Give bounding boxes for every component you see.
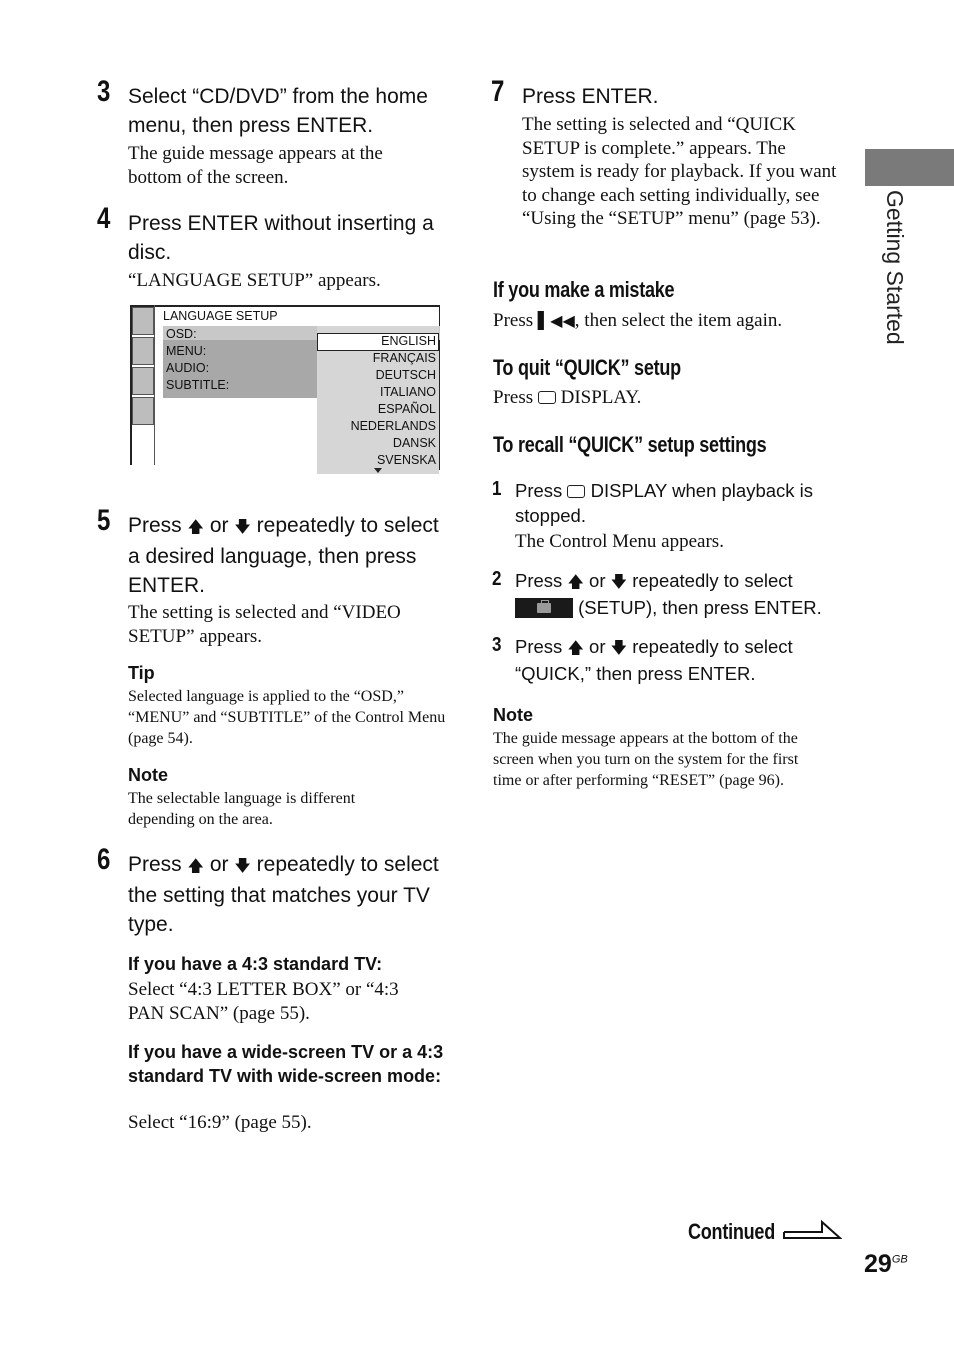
menu-option[interactable]: SVENSKA bbox=[376, 453, 436, 467]
display-button-icon bbox=[567, 485, 585, 498]
up-arrow-icon: 🡅 bbox=[567, 574, 584, 591]
step-7-body: The setting is selected and “QUICK SETUP is complete.” appears. The system is ready for playback. If you want to change each setting individually, see “Using the “SETUP” menu” (page 53). bbox=[522, 114, 837, 229]
menu-option[interactable]: NEDERLANDS bbox=[350, 419, 436, 433]
up-arrow-icon: 🡅 bbox=[187, 519, 204, 536]
recall-step-2-number: 2 bbox=[492, 568, 502, 590]
step-6-number: 6 bbox=[97, 843, 111, 876]
recall-step-1-body: The Control Menu appears. bbox=[515, 531, 724, 552]
continued-arrow-icon bbox=[782, 1219, 842, 1241]
recall-step-2-text: Press 🡅 or 🡇 repeatedly to select (SETUP), then press ENTER. bbox=[515, 570, 822, 618]
menu-option[interactable]: FRANÇAIS bbox=[372, 351, 436, 365]
language-setup-screen bbox=[130, 305, 440, 465]
tip-label: Tip bbox=[128, 663, 155, 683]
note-label: Note bbox=[128, 765, 168, 785]
menu-label-osd: OSD: bbox=[166, 327, 197, 341]
menu-option[interactable]: DANSK bbox=[392, 436, 436, 450]
step-4-body: “LANGUAGE SETUP” appears. bbox=[128, 270, 381, 291]
right-note-label: Note bbox=[493, 705, 533, 725]
scroll-down-icon bbox=[374, 468, 382, 473]
step-5-body: The setting is selected and “VIDEO SETUP” appears. bbox=[128, 602, 401, 647]
recall-heading: To recall “QUICK” setup settings bbox=[493, 432, 767, 457]
menu-option[interactable]: ESPAÑOL bbox=[377, 402, 436, 416]
mistake-heading: If you make a mistake bbox=[493, 277, 675, 302]
right-note-body: The guide message appears at the bottom of the screen when you turn on the system for the first time or after performing “RESET” (page 96). bbox=[493, 730, 799, 789]
quit-body: Press DISPLAY. bbox=[493, 387, 642, 408]
down-arrow-icon: 🡇 bbox=[234, 519, 251, 536]
step-5-number: 5 bbox=[97, 504, 111, 537]
note-body: The selectable language is different depending on the area. bbox=[128, 790, 356, 828]
menu-icon-slot bbox=[132, 367, 154, 395]
down-arrow-icon: 🡇 bbox=[610, 640, 628, 657]
step-4-number: 4 bbox=[97, 202, 111, 235]
tv43-label: If you have a 4:3 standard TV: bbox=[128, 954, 383, 974]
step-5-heading: Press 🡅 or 🡇 repeatedly to select a desired language, then press ENTER. bbox=[128, 514, 439, 597]
continued-label: Continued bbox=[688, 1219, 775, 1244]
up-arrow-icon: 🡅 bbox=[187, 858, 204, 875]
menu-label-audio: AUDIO: bbox=[166, 361, 210, 375]
quit-heading: To quit “QUICK” setup bbox=[493, 355, 681, 380]
menu-option-selected[interactable]: ENGLISH bbox=[381, 334, 436, 348]
menu-label-menu: MENU: bbox=[166, 344, 207, 358]
menu-icon-slot bbox=[132, 307, 154, 335]
tvwide-body: Select “16:9” (page 55). bbox=[128, 1112, 312, 1133]
setup-toolbox-icon bbox=[515, 598, 573, 618]
menu-icon-slot bbox=[132, 397, 154, 425]
recall-step-1-number: 1 bbox=[492, 478, 502, 500]
menu-title: LANGUAGE SETUP bbox=[163, 309, 278, 323]
step-7-number: 7 bbox=[491, 75, 505, 108]
mistake-body: Press ▌◀◀, then select the item again. bbox=[493, 310, 783, 331]
menu-option[interactable]: ITALIANO bbox=[379, 385, 436, 399]
step-4-heading: Press ENTER without inserting a disc. bbox=[128, 212, 434, 264]
step-7-heading: Press ENTER. bbox=[522, 85, 659, 108]
section-label: Getting Started bbox=[882, 190, 908, 345]
menu-label-subtitle: SUBTITLE: bbox=[166, 378, 230, 392]
tip-body: Selected language is applied to the “OSD,” “MENU” and “SUBTITLE” of the Control Menu (page 54). bbox=[128, 688, 446, 747]
recall-step-1-text: Press DISPLAY when playback is stopped. bbox=[515, 480, 814, 526]
down-arrow-icon: 🡇 bbox=[610, 574, 628, 591]
page-number: $29^{GB}$ bbox=[864, 1250, 908, 1278]
tvwide-label: If you have a wide-screen TV or a 4:3 standard TV with wide-screen mode: bbox=[128, 1042, 444, 1086]
step-3-body: The guide message appears at the bottom of the screen. bbox=[128, 143, 383, 188]
down-arrow-icon: 🡇 bbox=[234, 858, 251, 875]
step-3-number: 3 bbox=[97, 75, 111, 108]
display-button-icon bbox=[538, 391, 556, 404]
up-arrow-icon: 🡅 bbox=[567, 640, 584, 657]
recall-step-3-text: Press 🡅 or 🡇 repeatedly to select “QUICK,” then press ENTER. bbox=[515, 636, 793, 684]
section-tab bbox=[865, 149, 954, 186]
recall-step-3-number: 3 bbox=[492, 634, 502, 656]
tv43-body: Select “4:3 LETTER BOX” or “4:3 PAN SCAN” (page 55). bbox=[128, 979, 399, 1024]
step-6-heading: Press 🡅 or 🡇 repeatedly to select the setting that matches your TV type. bbox=[128, 853, 439, 936]
step-3-heading: Select “CD/DVD” from the home menu, then press ENTER. bbox=[128, 85, 428, 137]
menu-icon-slot bbox=[132, 337, 154, 365]
menu-option[interactable]: DEUTSCH bbox=[375, 368, 436, 382]
previous-track-icon: ▌◀◀ bbox=[537, 311, 575, 330]
